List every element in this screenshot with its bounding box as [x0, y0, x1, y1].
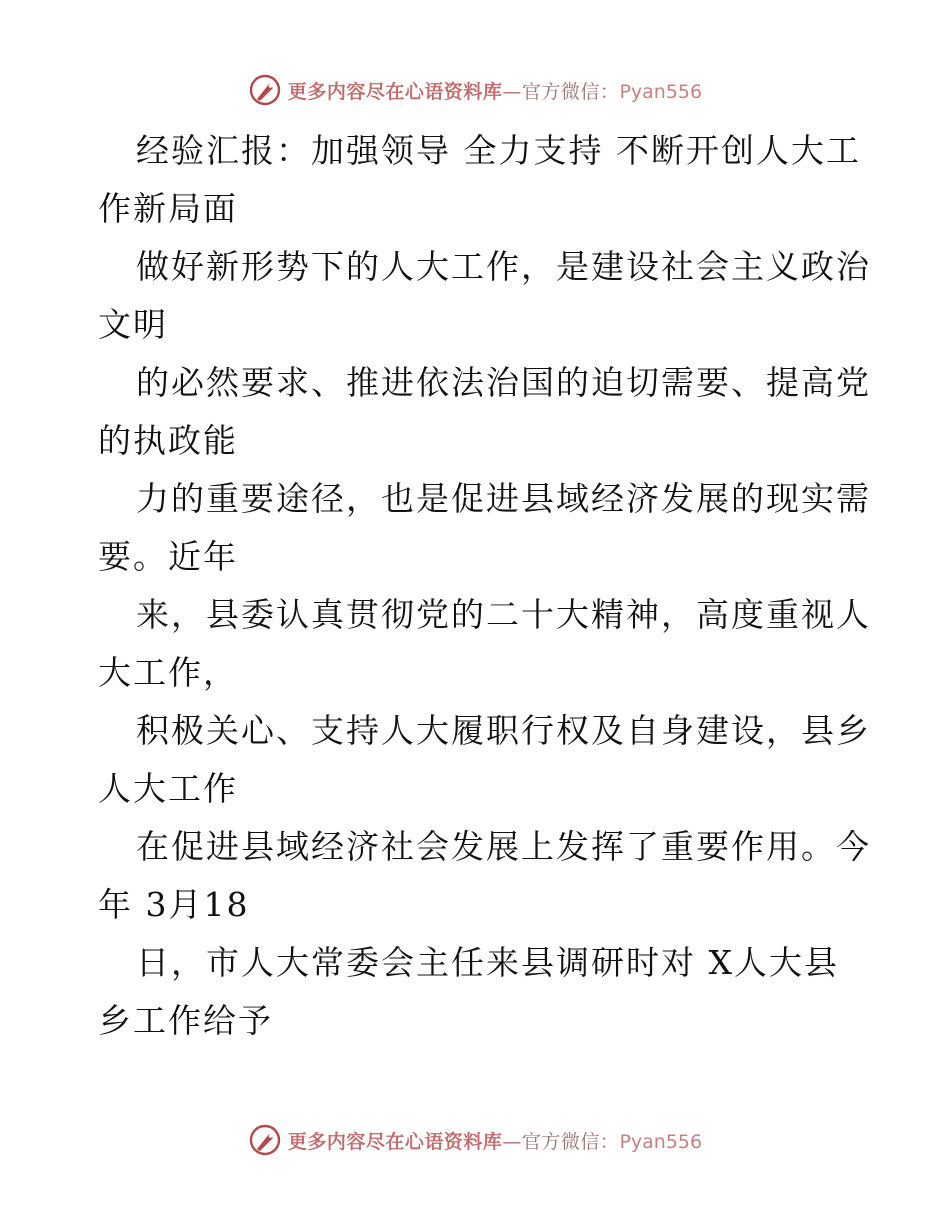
text-line: 人大工作	[98, 769, 238, 808]
text-line: 乡工作给予	[98, 1001, 273, 1040]
text-line: 大工作，	[98, 653, 238, 692]
banner-main-text: 更多内容尽在心语资料库	[287, 80, 503, 103]
text-line: 日，市人大常委会主任来县调研时对 X人大县	[136, 943, 839, 982]
pen-nib-circle-icon	[248, 1123, 282, 1157]
text-line: 来，县委认真贯彻党的二十大精神，高度重视人	[136, 595, 871, 634]
text-line: 积极关心、支持人大履职行权及自身建设，县乡	[136, 711, 871, 750]
header-banner	[0, 70, 950, 110]
text-line: 的执政能	[98, 421, 238, 460]
text-line: 力的重要途径，也是促进县域经济发展的现实需	[136, 479, 871, 518]
banner-wechat-label: 官方微信：	[521, 1130, 620, 1153]
text-line: 经验汇报：加强领导 全力支持 不断开创人大工	[136, 131, 861, 170]
text-line: 的必然要求、推进依法治国的迫切需要、提高党	[136, 363, 871, 402]
banner-text	[288, 1127, 702, 1154]
banner-main-text: 更多内容尽在心语资料库	[287, 1130, 503, 1153]
banner-text	[288, 77, 702, 104]
text-line: 作新局面	[98, 189, 238, 228]
text-line: 年 3月18	[98, 885, 250, 924]
banner-wechat-id: Pyan556	[619, 80, 703, 103]
banner-wechat-id: Pyan556	[619, 1130, 703, 1153]
text-line: 文明	[98, 305, 168, 344]
document-body	[98, 122, 871, 1050]
text-line: 要。近年	[98, 537, 238, 576]
banner-separator: —	[502, 80, 522, 103]
text-line: 在促进县域经济社会发展上发挥了重要作用。今	[136, 827, 871, 866]
banner-separator: —	[502, 1130, 522, 1153]
text-line: 做好新形势下的人大工作，是建设社会主义政治	[136, 247, 871, 286]
footer-banner	[0, 1120, 950, 1160]
banner-wechat-label: 官方微信：	[521, 80, 620, 103]
pen-nib-circle-icon	[248, 73, 282, 107]
